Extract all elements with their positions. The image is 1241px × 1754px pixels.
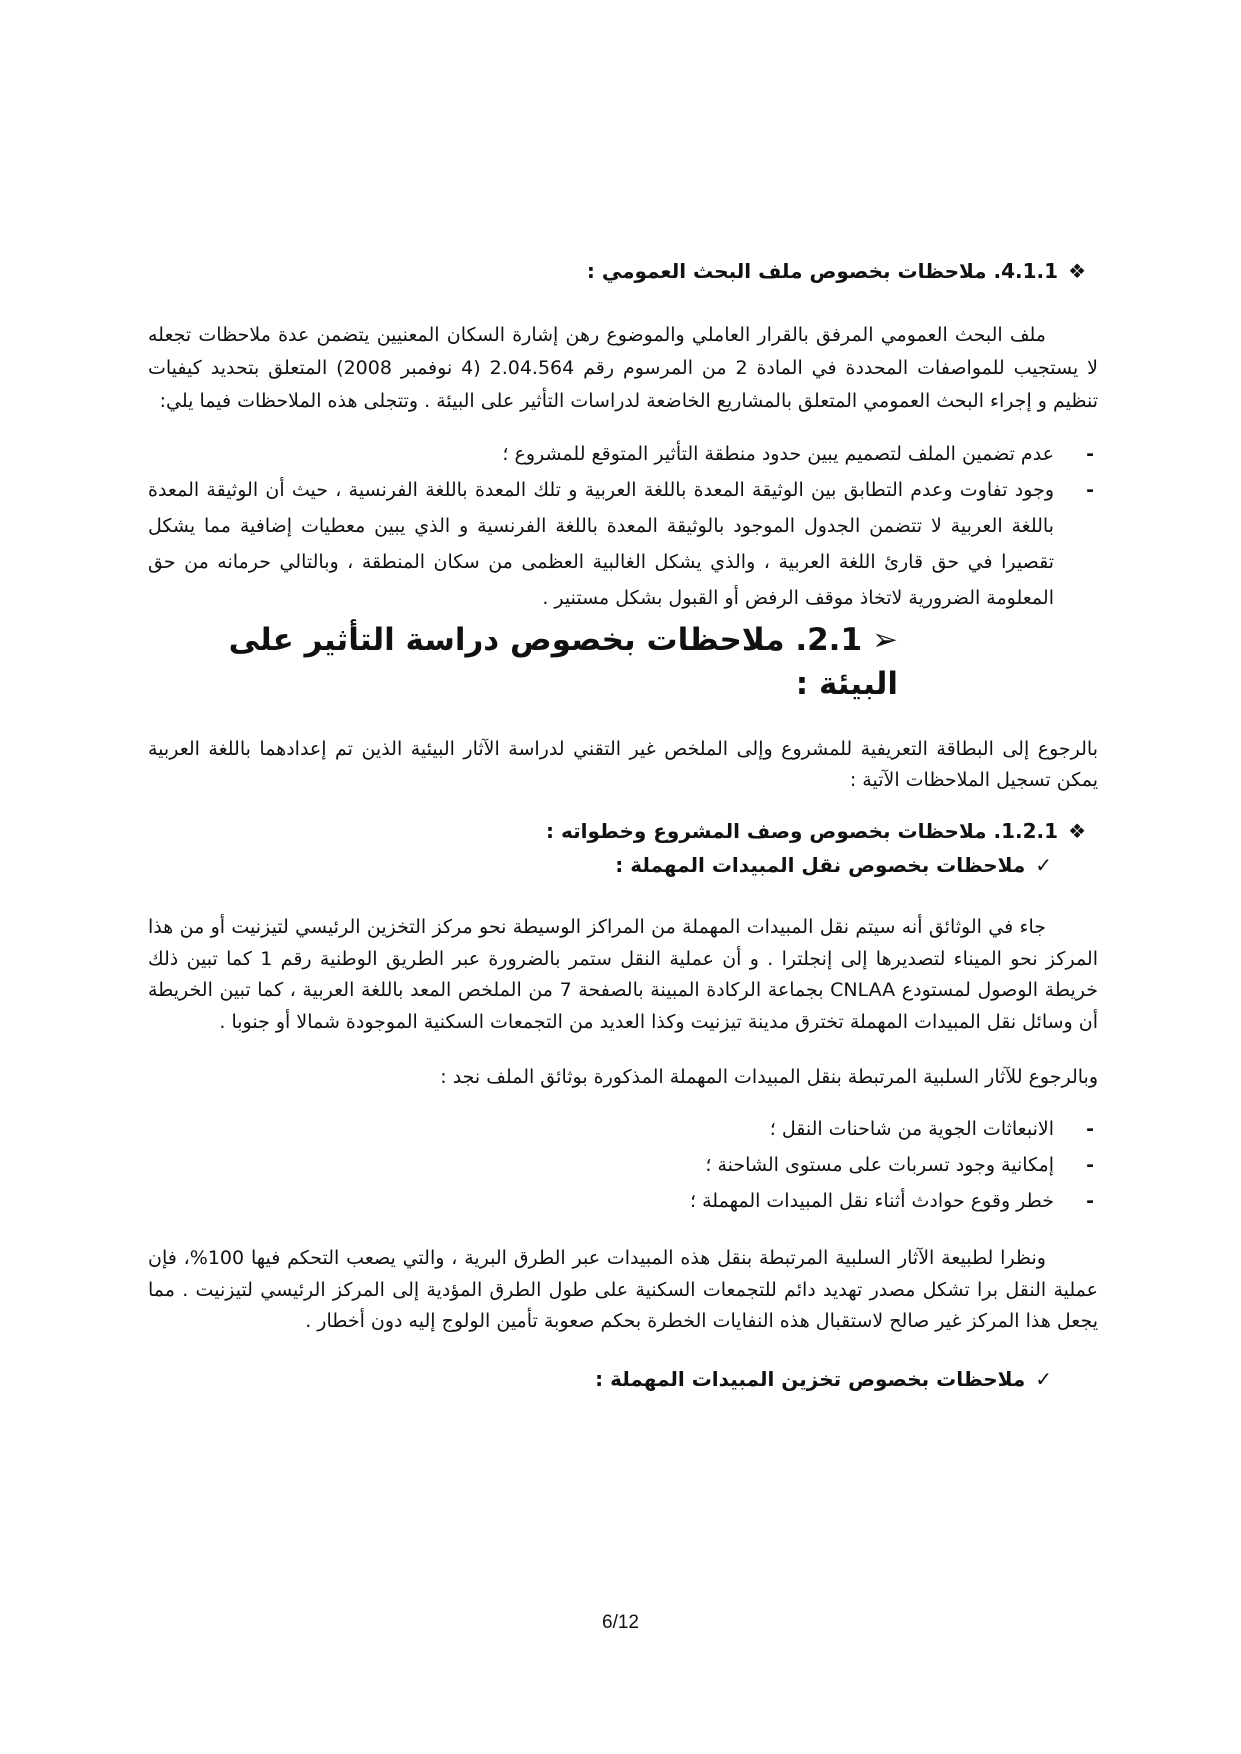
- arrow-bullet-icon: ➢: [872, 622, 898, 658]
- dash-bullet-icon: -: [1086, 443, 1094, 465]
- heading-4-1-1-text: 4.1.1. ملاحظات بخصوص ملف البحث العمومي :: [586, 259, 1059, 283]
- inquiry-remarks-list: [148, 436, 1098, 616]
- heading-2-1-text: 2.1. ملاحظات بخصوص دراسة التأثير على البيئة :: [228, 622, 898, 702]
- heading-1-2-1: [148, 816, 1098, 846]
- heading-4-1-1: [148, 256, 1098, 286]
- list-item: - الانبعاثات الجوية من شاحنات النقل ؛: [148, 1111, 1098, 1147]
- diamond-bullet-icon: ❖: [1068, 259, 1086, 283]
- list-item: - خطر وقوع حوادث أثناء نقل المبيدات المهملة ؛: [148, 1183, 1098, 1219]
- page-content: [148, 256, 1098, 1394]
- page-number: 6/12: [602, 1612, 639, 1633]
- heading-transport: [148, 850, 1098, 880]
- heading-transport-text: ملاحظات بخصوص نقل المبيدات المهملة :: [615, 853, 1026, 877]
- diamond-bullet-icon: ❖: [1068, 819, 1086, 843]
- paragraph-public-inquiry: ملف البحث العمومي المرفق بالقرار العاملي والموضوع رهن إشارة السكان المعنيين يتضمن عدة ملاحظات تجعله لا يستجيب للمواصفات المحددة في المادة 2 من المرسوم رقم 2.04.564 (4 نوفمبر 2008) المتعلق بتحديد كيفيات تنظيم و إجراء البحث العمومي المتعلق بالمشاريع الخاضعة لدراسات التأثير على البيئة . وتتجلى هذه الملاحظات فيما يلي:: [148, 324, 1098, 412]
- paragraph-transport-description: جاء في الوثائق أنه سيتم نقل المبيدات المهملة من المراكز الوسيطة نحو مركز التخزين الرئيسي لتيزنيت أو من هذا المركز نحو الميناء لتصديرها إلى إنجلترا . و أن عملية النقل ستمر بالضرورة عبر الطريق الوطنية رقم 1 كما تبين ذلك خريطة الوصول لمستودع CNLAA بجماعة الركادة المبينة بالصفحة 7 من الملخص المعد باللغة العربية ، كما تبين الخريطة أن وسائل نقل المبيدات المهملة تخترق مدينة تيزنيت وكذا العديد من التجمعات السكنية الموجودة شمالا أو جنوبا .: [148, 916, 1098, 1033]
- dash-bullet-icon: -: [1086, 479, 1094, 501]
- dash-bullet-icon: -: [1086, 1118, 1094, 1140]
- list-item: - عدم تضمين الملف لتصميم يبين حدود منطقة التأثير المتوقع للمشروع ؛: [148, 436, 1098, 472]
- paragraph-transport-risk: ونظرا لطبيعة الآثار السلبية المرتبطة بنقل هذه المبيدات عبر الطرق البرية ، والتي يصعب التحكم فيها 100%، فإن عملية النقل برا تشكل مصدر تهديد دائم للتجمعات السكنية على طول الطرق المؤدية إلى المركز الرئيسي لتيزنيت . مما يجعل هذا المركز غير صالح لاستقبال هذه النفايات الخطرة بحكم صعوبة تأمين الولوج إليه دون أخطار .: [148, 1247, 1098, 1332]
- check-mark-icon: ✓: [1035, 853, 1052, 877]
- heading-2-1: [148, 618, 1098, 706]
- dash-bullet-icon: -: [1086, 1154, 1094, 1176]
- heading-storage: [148, 1364, 1098, 1394]
- check-mark-icon: ✓: [1035, 1366, 1052, 1391]
- heading-storage-text: ملاحظات بخصوص تخزين المبيدات المهملة :: [595, 1366, 1026, 1391]
- paragraph-negative-effects-intro: وبالرجوع للآثار السلبية المرتبطة بنقل المبيدات المهملة المذكورة بوثائق الملف نجد :: [440, 1066, 1098, 1088]
- list-item: - إمكانية وجود تسربات على مستوى الشاحنة ؛: [148, 1147, 1098, 1183]
- heading-1-2-1-text: 1.2.1. ملاحظات بخصوص وصف المشروع وخطواته :: [545, 819, 1059, 843]
- paragraph-impact-study-intro: بالرجوع إلى البطاقة التعريفية للمشروع وإلى الملخص غير التقني لدراسة الآثار البيئية الذين تم إعدادهما باللغة العربية يمكن تسجيل الملاحظات الآتية :: [148, 738, 1098, 791]
- negative-effects-list: [148, 1111, 1098, 1219]
- list-item: - وجود تفاوت وعدم التطابق بين الوثيقة المعدة باللغة العربية و تلك المعدة باللغة الفرنسية ، حيث أن الوثيقة المعدة باللغة العربية لا تتضمن الجدول الموجود بالوثيقة المعدة باللغة الفرنسية و الذي يبين معطيات إضافية مما يشكل تقصيرا في حق قارئ اللغة العربية ، والذي يشكل الغالبية العظمى من سكان المنطقة ، وبالتالي حرمانه من حق المعلومة الضرورية لاتخاذ موقف الرفض أو القبول بشكل مستنير .: [148, 472, 1098, 616]
- dash-bullet-icon: -: [1086, 1190, 1094, 1212]
